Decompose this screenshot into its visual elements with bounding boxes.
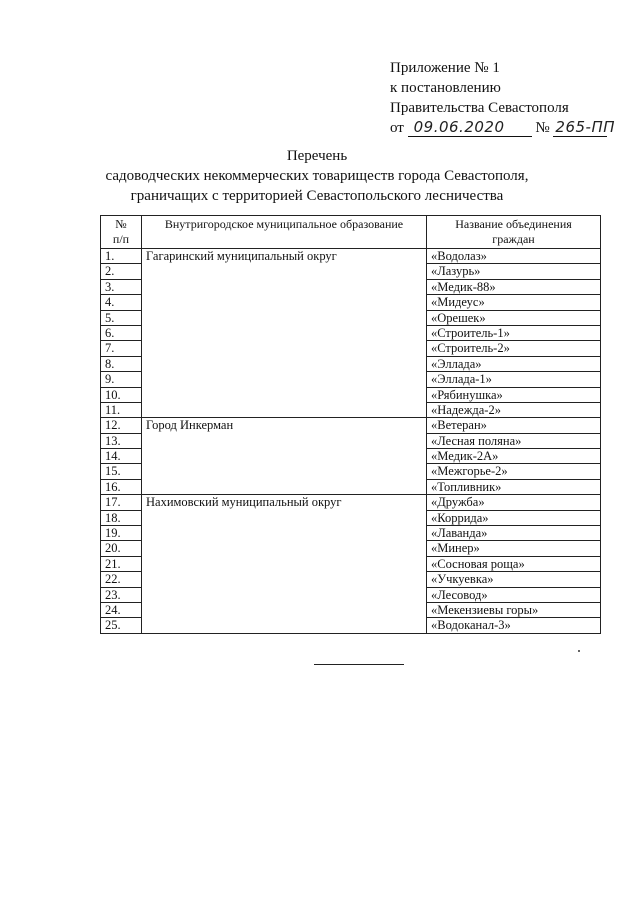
row-number: 17.	[101, 495, 142, 510]
number-label: №	[535, 120, 550, 136]
association-name: «Рябинушка»	[427, 387, 601, 402]
association-name: «Медик-88»	[427, 279, 601, 294]
association-name: «Минер»	[427, 541, 601, 556]
association-name: «Дружба»	[427, 495, 601, 510]
association-name: «Лаванда»	[427, 526, 601, 541]
association-name: «Водоканал-3»	[427, 618, 601, 633]
row-number: 3.	[101, 279, 142, 294]
table-row	[101, 249, 601, 264]
scan-dot	[578, 650, 580, 652]
row-number: 11.	[101, 402, 142, 417]
row-number: 8.	[101, 356, 142, 371]
row-number: 1.	[101, 249, 142, 264]
district-cell: Гагаринский муниципальный округ	[142, 249, 427, 418]
association-name: «Ветеран»	[427, 418, 601, 433]
row-number: 14.	[101, 449, 142, 464]
title-line-1: Перечень	[286, 148, 348, 164]
association-name: «Коррида»	[427, 510, 601, 525]
header-district: Внутригородское муниципальное образование	[142, 216, 427, 249]
appendix-header	[390, 58, 616, 138]
row-number: 10.	[101, 387, 142, 402]
table-body	[101, 249, 601, 634]
row-number: 13.	[101, 433, 142, 448]
association-name: «Лесная поляна»	[427, 433, 601, 448]
association-name: «Топливник»	[427, 479, 601, 494]
row-number: 5.	[101, 310, 142, 325]
row-number: 6.	[101, 325, 142, 340]
table-row	[101, 418, 601, 433]
header-name: Название объединения граждан	[427, 216, 601, 249]
association-name: «Учкуевка»	[427, 572, 601, 587]
title-line-3: граничащих с территорией Севастопольского лесничества	[130, 188, 504, 204]
association-name: «Эллада»	[427, 356, 601, 371]
document-title	[0, 146, 634, 206]
association-name: «Водолаз»	[427, 249, 601, 264]
appendix-line-3: Правительства Севастополя	[390, 100, 569, 116]
row-number: 15.	[101, 464, 142, 479]
association-name: «Мекензиевы горы»	[427, 602, 601, 617]
association-name: «Эллада-1»	[427, 372, 601, 387]
association-name: «Сосновая роща»	[427, 556, 601, 571]
row-number: 19.	[101, 526, 142, 541]
association-name: «Строитель-2»	[427, 341, 601, 356]
appendix-line-2: к постановлению	[390, 80, 501, 96]
row-number: 23.	[101, 587, 142, 602]
from-label: от	[390, 120, 404, 136]
association-name: «Орешек»	[427, 310, 601, 325]
association-name: «Строитель-1»	[427, 325, 601, 340]
header-num: № п/п	[101, 216, 142, 249]
row-number: 24.	[101, 602, 142, 617]
row-number: 7.	[101, 341, 142, 356]
end-divider	[314, 664, 404, 665]
association-name: «Лазурь»	[427, 264, 601, 279]
association-name: «Лесовод»	[427, 587, 601, 602]
appendix-date-number-line	[390, 118, 616, 138]
row-number: 21.	[101, 556, 142, 571]
appendix-line-1: Приложение № 1	[390, 60, 500, 76]
row-number: 22.	[101, 572, 142, 587]
association-name: «Межгорье-2»	[427, 464, 601, 479]
snt-table	[100, 215, 601, 634]
row-number: 18.	[101, 510, 142, 525]
association-name: «Надежда-2»	[427, 402, 601, 417]
row-number: 25.	[101, 618, 142, 633]
handwritten-number: 265-ПП	[555, 118, 616, 136]
title-line-2: садоводческих некоммерческих товариществ города Севастополя,	[105, 168, 529, 184]
row-number: 2.	[101, 264, 142, 279]
handwritten-date: 09.06.2020	[408, 119, 532, 137]
row-number: 12.	[101, 418, 142, 433]
association-name: «Медик-2А»	[427, 449, 601, 464]
row-number: 4.	[101, 295, 142, 310]
table-header-row	[101, 216, 601, 249]
association-name: «Мидеус»	[427, 295, 601, 310]
row-number: 16.	[101, 479, 142, 494]
row-number: 9.	[101, 372, 142, 387]
district-cell: Город Инкерман	[142, 418, 427, 495]
table-row	[101, 495, 601, 510]
row-number: 20.	[101, 541, 142, 556]
district-cell: Нахимовский муниципальный округ	[142, 495, 427, 634]
